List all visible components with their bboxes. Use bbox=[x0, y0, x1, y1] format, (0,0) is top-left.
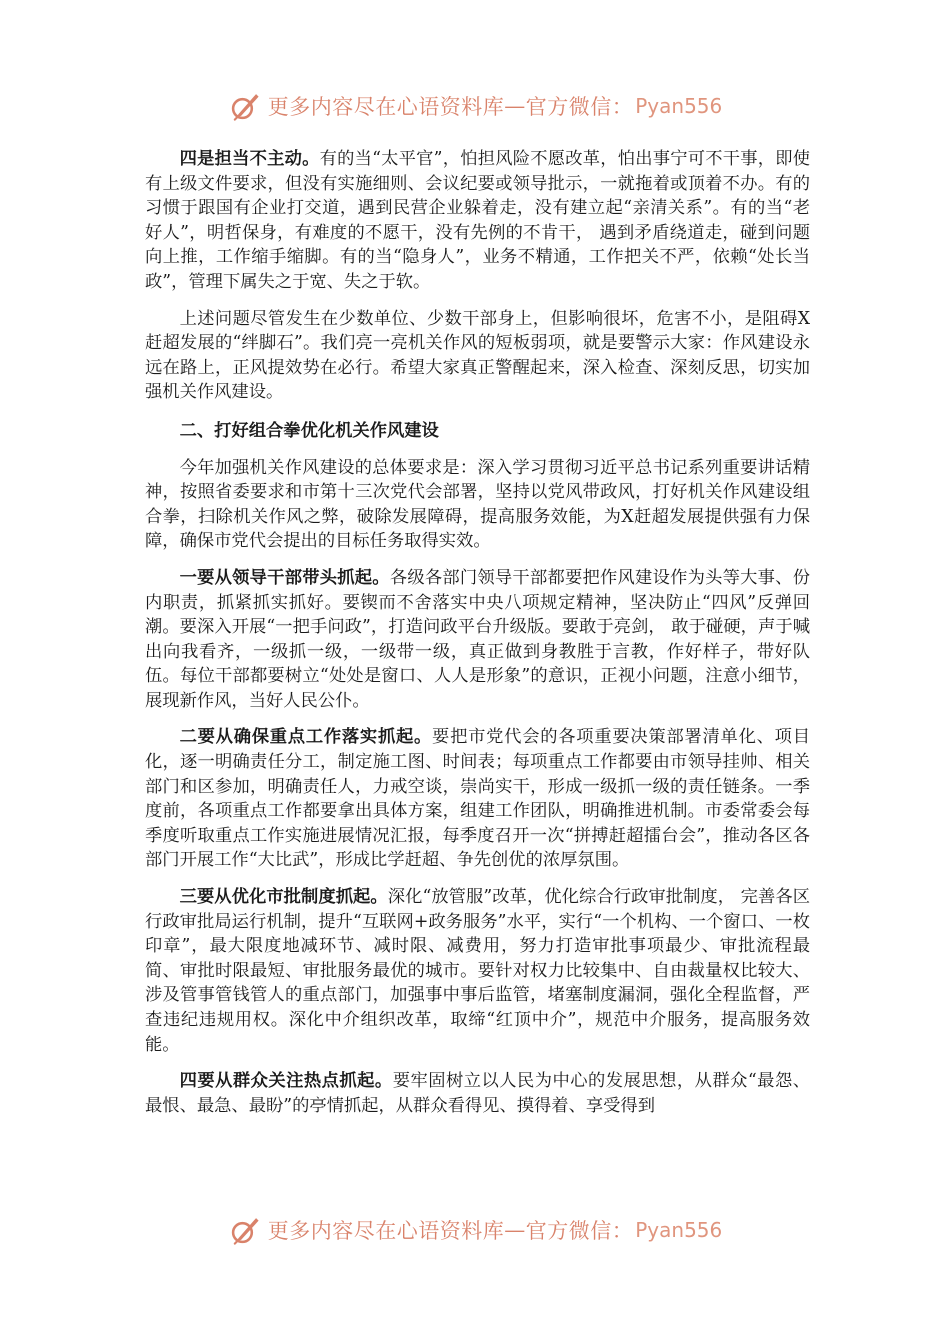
paragraph-2 bbox=[145, 307, 810, 405]
banner-wechat-id: Pyan556 bbox=[635, 1218, 723, 1242]
paragraph-5 bbox=[145, 725, 810, 873]
banner-text: 更多内容尽在心语资料库 bbox=[267, 95, 505, 119]
paragraph-lead: 一要从领导干部带头抓起。 bbox=[179, 567, 390, 588]
paragraph-4 bbox=[145, 566, 810, 714]
header-banner bbox=[0, 86, 950, 126]
paragraph-lead: 二要从确保重点工作落实抓起。 bbox=[179, 727, 433, 748]
paragraph-text: 今年加强机关作风建设的总体要求是：深入学习贯彻习近平总书记系列重要讲话精神，按照省委要求和市第十三次党代会部署，坚持以党风带政风，打好机关作风建设组合拳，扫除机关作风之弊，破除发展障碍，提高服务效能，为X赶超发展提供强有力保障，确保市党代会提出的目标任务取得实效。 bbox=[145, 457, 810, 552]
paragraph-text: 要牢固树立以人民为中心的发展思想，从群众“最怨、最恨、最急、最盼”的亭情抓起，从群众看得见、摸得着、享受得到 bbox=[145, 1071, 810, 1116]
paragraph-6 bbox=[145, 885, 810, 1057]
banner-wechat-label: 官方微信： bbox=[525, 1219, 634, 1243]
footer-banner bbox=[0, 1210, 950, 1250]
banner-text: 更多内容尽在心语资料库 bbox=[267, 1219, 505, 1243]
paragraph-lead: 三要从优化市批制度抓起。 bbox=[179, 887, 388, 908]
paragraph-text: 各级各部门领导干部都要把作风建设作为头等大事、份内职责，抓紧抓实抓好。要锲而不舍落实中央八项规定精神，坚决防止“四风”反弹回潮。要深入开展“一把手问政”，打造问政平台升级版。要敢于亮剑， 敢于碰硬，声于喊出向我看齐，一级抓一级，一级带一级，真正做到身教胜于言教，作好样子，带好队伍。每位干部都要树立“处处是窗口、人人是形象”的意识，正视小问题，注意小细节，展现新作风，当好人民公仆。 bbox=[145, 567, 810, 711]
paragraph-3 bbox=[145, 456, 810, 554]
paragraph-text: 要把市党代会的各项重要决策部署清单化、项目化，逐一明确责任分工，制定施工图、时间表；每项重点工作都要由市领导挂帅、相关部门和区参加，明确责任人，力戒空谈，崇尚实干，形成一级抓一级的责任链条。一季度前，各项重点工作都要拿出具体方案，组建工作团队，明确推进机制。市委常委会每季度听取重点工作实施进展情况汇报，每季度召开一次“拼搏赶超擂台会”，推动各区各部门开展工作“大比武”，形成比学赶超、争先创优的浓厚氛围。 bbox=[145, 727, 810, 871]
paragraph-1 bbox=[145, 147, 810, 295]
banner-wechat-label: 官方微信： bbox=[525, 95, 634, 119]
quill-logo-icon bbox=[228, 1213, 262, 1247]
banner-separator: — bbox=[504, 1218, 526, 1242]
paragraph-lead: 四要从群众关注热点抓起。 bbox=[179, 1071, 393, 1092]
paragraph-7 bbox=[145, 1069, 810, 1118]
banner-wechat-id: Pyan556 bbox=[635, 94, 723, 118]
paragraph-text: 有的当“太平官”，怕担风险不愿改革，怕出事宁可不干事，即使有上级文件要求，但没有实施细则、会议纪要或领导批示，一就拖着或顶着不办。有的习惯于跟国有企业打交道，遇到民营企业躲着走，没有建立起“亲清关系”。有的当“老好人”，明哲保身，有难度的不愿干，没有先例的不肯干， 遇到矛盾绕道走，碰到问题向上推，工作缩手缩脚。有的当“隐身人”，业务不精通，工作把关不严，依赖“处长当政”，管理下属失之于宽、失之于软。 bbox=[145, 149, 810, 292]
banner-separator: — bbox=[504, 94, 526, 118]
document-body bbox=[145, 147, 810, 1130]
section-heading: 二、打好组合拳优化机关作风建设 bbox=[179, 420, 439, 441]
paragraph-text: 上述问题尽管发生在少数单位、少数干部身上，但影响很坏，危害不小，是阻碍X赶超发展的“绊脚石”。我们亮一亮机关作风的短板弱项，就是要警示大家：作风建设永远在路上，正风提效势在必行。希望大家真正警醒起来，深入检查、深刻反思，切实加强机关作风建设。 bbox=[145, 308, 810, 403]
quill-logo-icon bbox=[228, 89, 262, 123]
paragraph-text: 深化“放管服”改革，优化综合行政审批制度， 完善各区行政审批局运行机制，提升“互联网+政务服务”水平，实行“一个机构、一个窗口、一枚印章”，最大限度地减环节、减时限、减费用，努力打造审批事项最少、审批流程最简、审批时限最短、审批服务最优的城市。要针对权力比较集中、自由裁量权比较大、涉及管事管钱管人的重点部门，加强事中事后监管，堵塞制度漏洞，强化全程监督，严查违纪违规用权。深化中介组织改革，取缔“红顶中介”，规范中介服务，提高服务效能。 bbox=[145, 887, 810, 1055]
paragraph-lead: 四是担当不主动。 bbox=[179, 149, 320, 169]
